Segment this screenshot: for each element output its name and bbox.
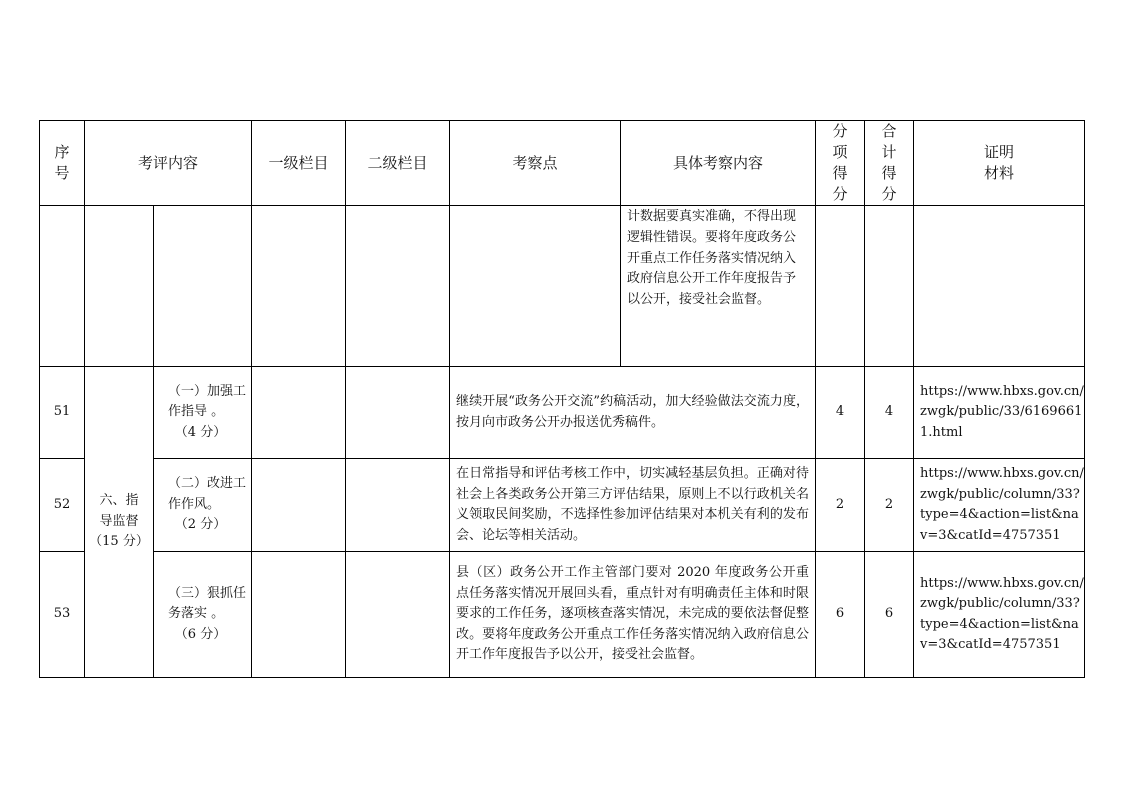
row-item — [154, 367, 252, 459]
cont-item-cell — [154, 206, 252, 367]
header-row — [40, 121, 1085, 206]
continuation-row — [40, 206, 1085, 367]
row-item-label: （二）改进工作作风。 — [168, 476, 247, 512]
row-item — [154, 552, 252, 678]
header-content: 考评内容 — [85, 121, 252, 206]
row-detail: 继续开展“政务公开交流”约稿活动，加大经验做法交流力度，按月向市政务公开办报送优秀稿件。 — [450, 367, 816, 459]
evaluation-table — [39, 120, 1085, 678]
row-level2 — [346, 552, 450, 678]
header-total-score: 合计得分 — [865, 121, 914, 206]
header-item-score: 分项得分 — [816, 121, 865, 206]
row-seq: 53 — [40, 552, 85, 678]
cont-detail-cell — [621, 206, 816, 367]
row-proof-link[interactable]: https://www.hbxs.gov.cn/zwgk/public/column/33?type=4&action=list&nav=3&catId=4757351 — [914, 459, 1085, 552]
cont-proof-cell — [914, 206, 1085, 367]
row-detail: 县（区）政务公开工作主管部门要对 2020 年度政务公开重点任务落实情况开展回头看，重点针对有明确责任主体和时限要求的工作任务，逐项核查落实情况，未完成的要依法督促整改。要将年度政务公开重点工作任务落实情况纳入政府信息公开工作年度报告予以公开，接受社会监督。 — [450, 552, 816, 678]
row-item-score-label: （6 分） — [174, 626, 227, 642]
row-level2 — [346, 459, 450, 552]
row-detail: 在日常指导和评估考核工作中，切实减轻基层负担。正确对待社会上各类政务公开第三方评估结果，原则上不以行政机关名义领取民间奖励，不选择性参加评估结果对本机关有利的发布会、论坛等相关活动。 — [450, 459, 816, 552]
row-item-score-label: （4 分） — [174, 424, 227, 440]
row-item-score: 6 — [816, 552, 865, 678]
row-seq: 52 — [40, 459, 85, 552]
continuation-text: 计数据要真实准确，不得出现逻辑性错误。要将年度政务公开重点工作任务落实情况纳入政府信息公开工作年度报告予以公开，接受社会监督。 — [627, 209, 797, 308]
cont-level2-cell — [346, 206, 450, 367]
header-seq: 序号 — [40, 121, 85, 206]
row-proof-link[interactable]: https://www.hbxs.gov.cn/zwgk/public/33/61696611.html — [914, 367, 1085, 459]
group-label: 六、指导监督 — [99, 493, 139, 529]
row-level1 — [252, 552, 346, 678]
row-item-label: （一）加强工作指导 。 — [168, 383, 247, 420]
cont-group-cell — [85, 206, 154, 367]
row-proof-link[interactable]: https://www.hbxs.gov.cn/zwgk/public/column/33?type=4&action=list&nav=3&catId=4757351 — [914, 552, 1085, 678]
group-score: （15 分） — [89, 534, 149, 550]
row-level2 — [346, 367, 450, 459]
row-level1 — [252, 367, 346, 459]
row-item-score-label: （2 分） — [174, 517, 227, 533]
row-item-label: （三）狠抓任务落实 。 — [168, 585, 247, 622]
row-item-score: 2 — [816, 459, 865, 552]
table-row — [40, 459, 1085, 552]
header-level1: 一级栏目 — [252, 121, 346, 206]
row-item — [154, 459, 252, 552]
cont-item-score-cell — [816, 206, 865, 367]
row-total-score: 4 — [865, 367, 914, 459]
row-total-score: 2 — [865, 459, 914, 552]
table-row — [40, 367, 1085, 459]
table-row — [40, 552, 1085, 678]
header-proof: 证明材料 — [914, 121, 1085, 206]
cont-level1-cell — [252, 206, 346, 367]
header-detail: 具体考察内容 — [621, 121, 816, 206]
header-point: 考察点 — [450, 121, 621, 206]
cont-total-score-cell — [865, 206, 914, 367]
cont-point-cell — [450, 206, 621, 367]
row-total-score: 6 — [865, 552, 914, 678]
group-cell — [85, 367, 154, 678]
header-level2: 二级栏目 — [346, 121, 450, 206]
row-item-score: 4 — [816, 367, 865, 459]
row-level1 — [252, 459, 346, 552]
cont-seq-cell — [40, 206, 85, 367]
row-seq: 51 — [40, 367, 85, 459]
